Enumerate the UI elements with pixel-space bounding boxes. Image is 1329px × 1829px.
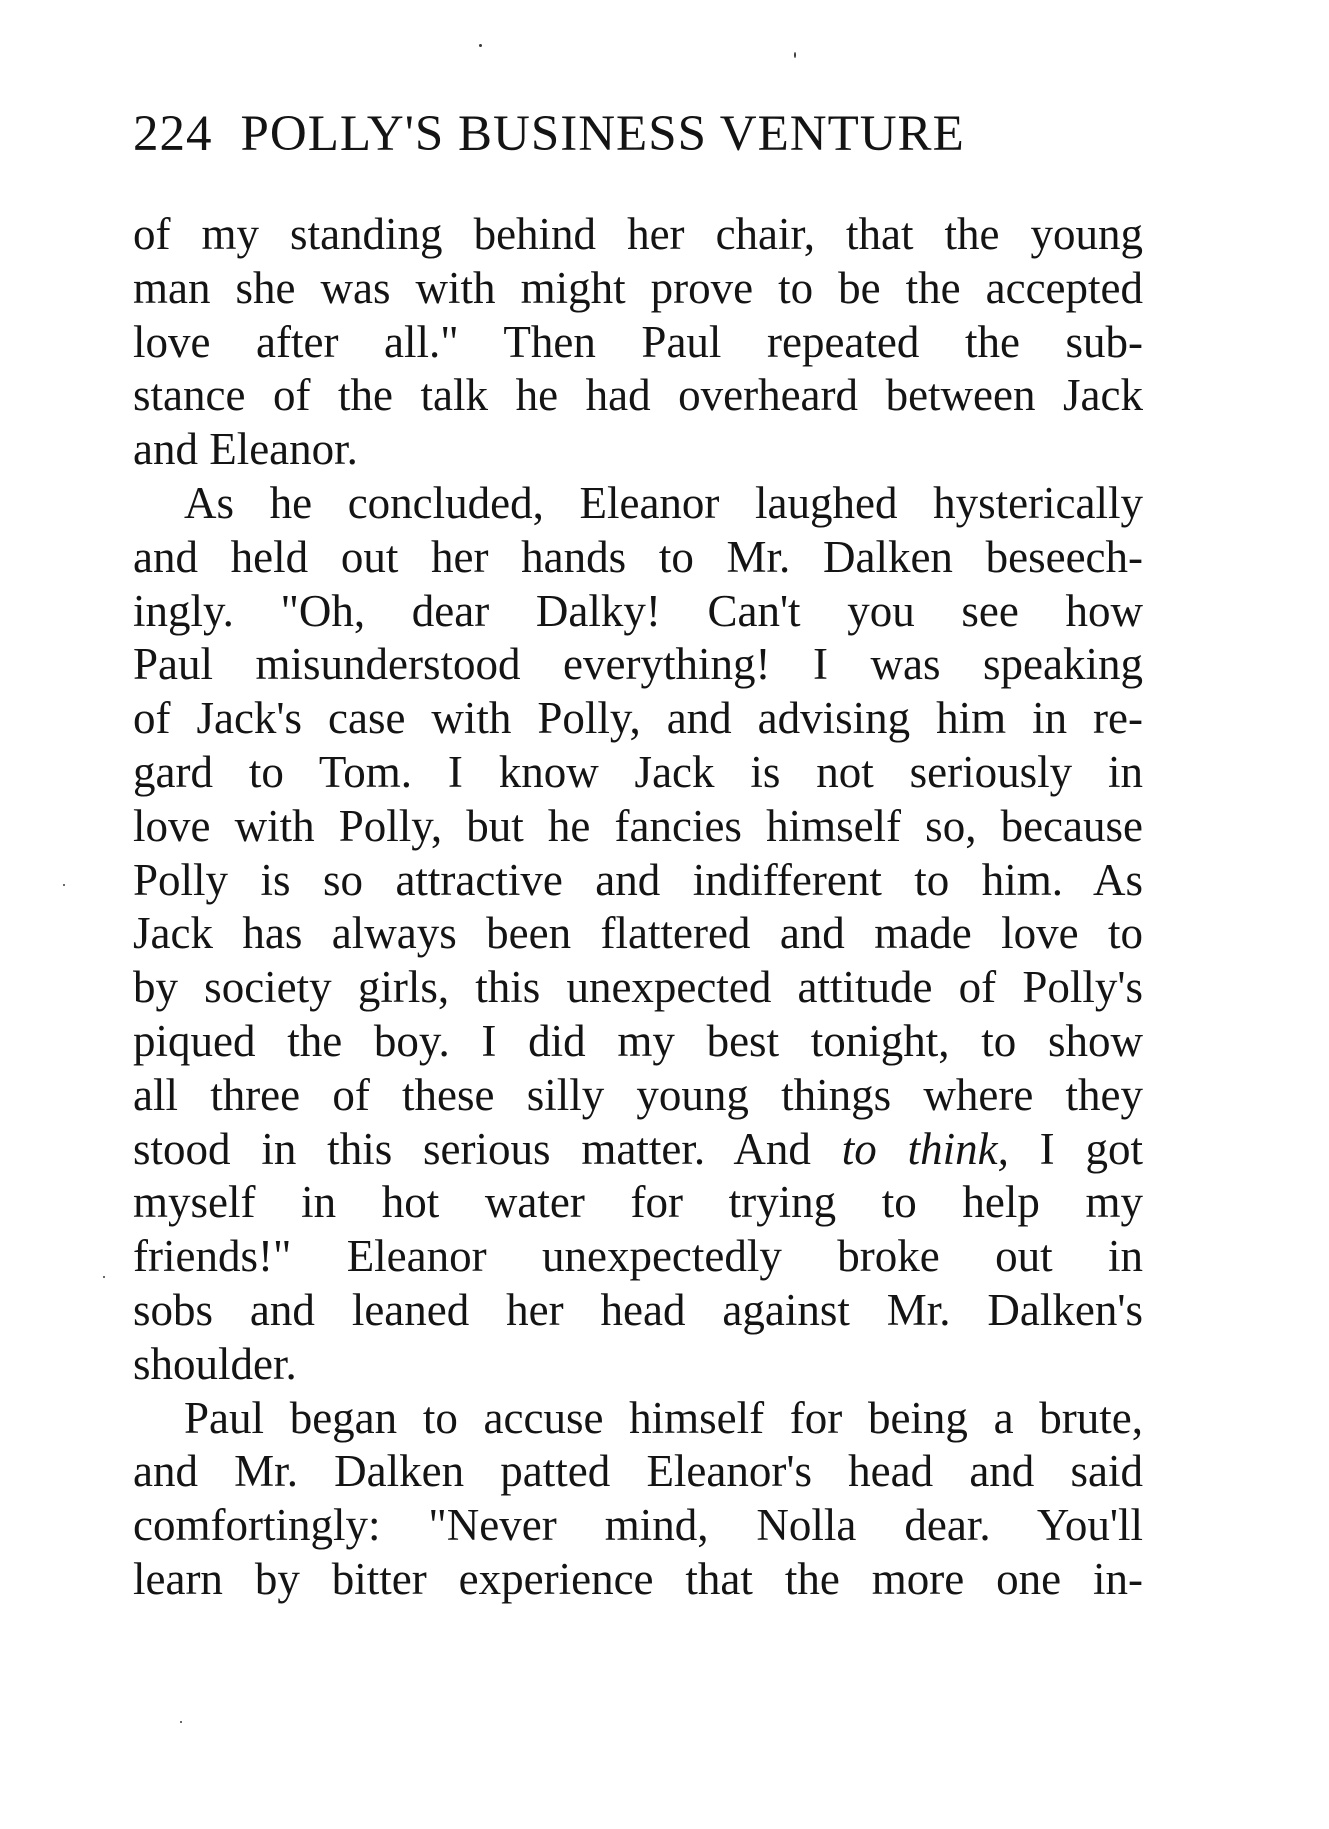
text-line: gard to Tom. I know Jack is not seriously in	[133, 746, 1143, 797]
scan-speck	[479, 44, 482, 47]
text-line: Polly is so attractive and indifferent to him. As	[133, 854, 1143, 905]
scan-speck	[103, 1276, 105, 1278]
scan-speck	[63, 884, 65, 886]
text-line: love after all." Then Paul repeated the sub-	[133, 316, 1143, 367]
text-line: Jack has always been flattered and made love to	[133, 908, 1143, 959]
text-line: by society girls, this unexpected attitude of Polly's	[133, 962, 1143, 1013]
text-segment: stood in this serious matter. And	[133, 1123, 842, 1174]
text-line: of my standing behind her chair, that the young	[133, 209, 1143, 259]
text-segment: I got	[1008, 1123, 1144, 1174]
text-line: friends!" Eleanor unexpectedly broke out in	[133, 1231, 1143, 1282]
text-line: all three of these silly young things where they	[133, 1069, 1143, 1120]
text-line: and held out her hands to Mr. Dalken beseech-	[133, 531, 1143, 582]
page-header	[133, 102, 1143, 166]
text-line: and Mr. Dalken patted Eleanor's head and said	[133, 1446, 1143, 1497]
scan-speck	[794, 52, 796, 58]
text-line-with-italic	[133, 1123, 1143, 1177]
text-line: and Eleanor.	[133, 424, 358, 475]
body-text	[133, 208, 1143, 1607]
text-line: of Jack's case with Polly, and advising him in re-	[133, 693, 1143, 744]
text-line: stance of the talk he had overheard between Jack	[133, 370, 1143, 421]
text-line: man she was with might prove to be the accepted	[133, 262, 1143, 313]
page-number: 224	[133, 106, 213, 162]
paragraph-first-line: As he concluded, Eleanor laughed hysterically	[184, 477, 1143, 528]
text-line: sobs and leaned her head against Mr. Dalken's	[133, 1284, 1143, 1335]
text-line: myself in hot water for trying to help my	[133, 1177, 1143, 1228]
text-line: Paul misunderstood everything! I was speaking	[133, 639, 1143, 690]
scan-speck	[180, 1721, 182, 1723]
text-line: love with Polly, but he fancies himself so, because	[133, 800, 1143, 851]
italic-phrase: to think,	[841, 1123, 1009, 1174]
text-line: shoulder.	[133, 1338, 297, 1389]
running-title: POLLY'S BUSINESS VENTURE	[240, 106, 965, 162]
text-line: learn by bitter experience that the more one in-	[133, 1553, 1143, 1604]
text-line: ingly. "Oh, dear Dalky! Can't you see how	[133, 585, 1143, 636]
text-line: comfortingly: "Never mind, Nolla dear. You'll	[133, 1500, 1143, 1551]
paragraph-first-line: Paul began to accuse himself for being a brute,	[184, 1392, 1143, 1443]
text-line: piqued the boy. I did my best tonight, to show	[133, 1015, 1143, 1066]
